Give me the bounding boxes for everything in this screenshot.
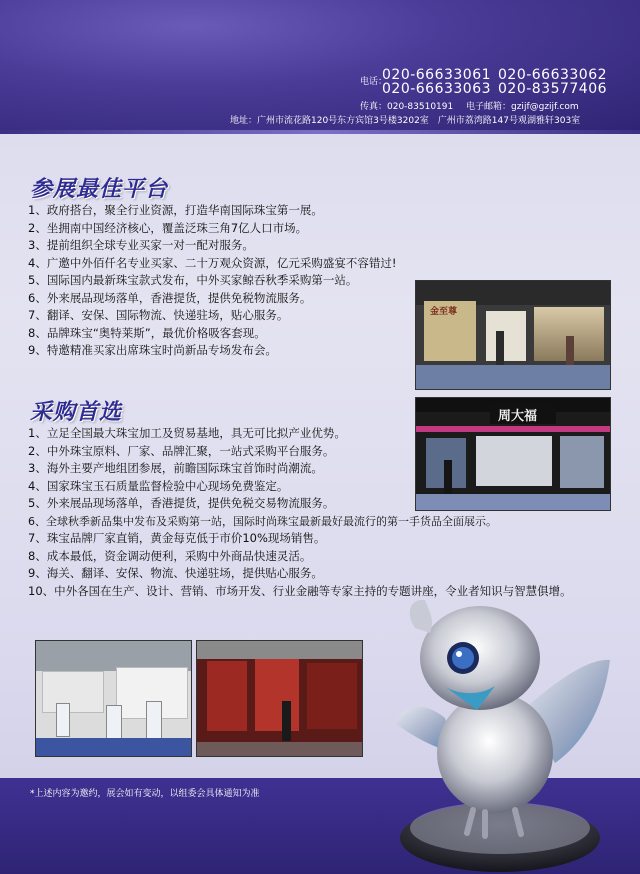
exhibition-photo-3 [35,640,192,757]
fax: 传真：020-83510191 [360,102,454,112]
list-item: 8、成本最低，资金调动便利，采购中外商品快速灵活。 [28,548,312,563]
exhibition-photo-1 [415,280,611,390]
visitor [282,701,291,741]
section2-title: 采购首选 [30,400,123,425]
phone-3: 020-66633062 [498,67,608,83]
booth-wall [307,663,357,729]
footer-note: *上述内容为邀约，展会如有变动，以组委会具体通知为准 [30,789,260,799]
jeweled-bird-sculpture [385,588,620,874]
list-item: 8、品牌珠宝“奥特莱斯”，最优价格吸客套现。 [28,325,266,340]
phone-label: 电话： [360,77,388,87]
exhibition-photo-4 [196,640,363,757]
display-case [486,311,526,361]
phone-1: 020-66633061 [382,67,492,83]
list-item: 4、广邀中外佰仟名专业买家、二十万观众资源，亿元采购盛宴不容错过! [28,255,397,270]
header-divider [0,130,640,134]
display-case [106,705,122,741]
list-item: 5、国际国内最新珠宝款式发布，中外买家鲸吞秋季采购第一站。 [28,273,358,287]
list-item: 2、中外珠宝原料、厂家、品牌汇聚，一站式采购平台服务。 [28,443,335,458]
list-item: 6、外来展品现场落单，香港提货，提供免税物流服务。 [28,290,312,305]
booth-wall [42,671,104,713]
list-item: 1、政府搭台，聚全行业资源，打造华南国际珠宝第一展。 [28,203,323,217]
list-item: 6、全球秋季新品集中发布及采购第一站，国际时尚珠宝最新最好最流行的第一手货品全面展示。 [28,514,497,528]
email: 电子邮箱：gzijf@gzijf.com [466,102,579,112]
list-item: 7、珠宝品牌厂家直销，黄金每克低于市价10%现场销售。 [28,531,326,545]
address: 地址：广州市流花路120号东方宾馆3号楼3202室 广州市荔湾路147号观湖雅轩303室 [230,116,581,126]
phone-4: 020-83577406 [498,81,608,97]
list-item: 4、国家珠宝玉石质量监督检验中心现场免费鉴定。 [28,478,289,493]
list-item: 10、中外各国在生产、设计、营销、市场开发、行业金融等专家主持的专题讲座，令业者知识与智慧俱增。 [28,583,572,598]
list-item: 3、提前组织全球专业买家一对一配对服务。 [28,238,254,252]
section2-list [28,425,593,600]
booth1-sign: 金至尊 [430,307,458,317]
display-case [56,703,70,737]
phone-2: 020-66633063 [382,81,492,97]
section1-title: 参展最佳平台 [30,177,169,202]
list-item: 9、海关、翻译、安保、物流、快递驻场，提供贴心服务。 [28,566,323,580]
booth2-sign: 周大福 [498,409,538,424]
list-item: 5、外来展品现场落单，香港提货，提供免税交易物流服务。 [28,496,335,510]
section1-list [28,202,396,360]
booth-wall [207,661,247,731]
list-item: 2、坐拥南中国经济核心，覆盖泛珠三角7亿人口市场。 [28,220,308,235]
display-case [146,701,162,739]
list-item: 9、特邀精准买家出席珠宝时尚新品专场发布会。 [28,343,277,357]
list-item: 7、翻译、安保、国际物流、快递驻场，贴心服务。 [28,308,289,322]
list-item: 3、海外主要产地组团参展，前瞻国际珠宝首饰时尚潮流。 [28,461,323,475]
list-item: 1、立足全国最大珠宝加工及贸易基地，具无可比拟产业优势。 [28,426,346,440]
booth-wall [255,659,299,731]
